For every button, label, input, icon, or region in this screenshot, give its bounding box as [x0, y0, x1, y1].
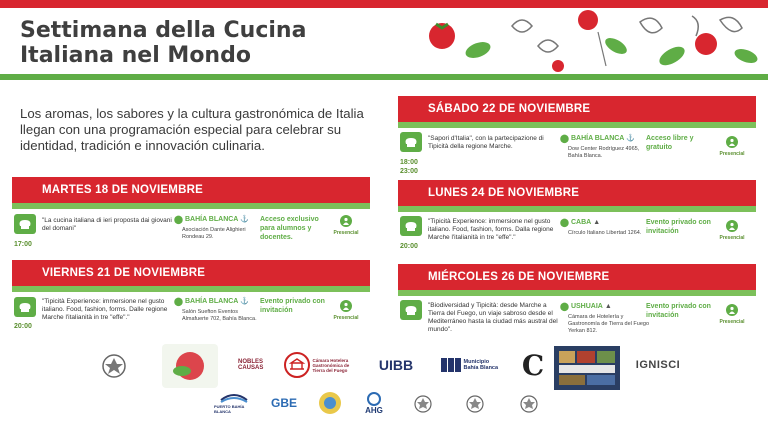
mode-label: Presencial [719, 319, 745, 325]
city-label: CABA [570, 219, 592, 226]
nobles-causas-text: NOBLES CAUSAS [238, 359, 264, 371]
location-address: Asociación Dante Alighieri Rondeau 29. [182, 227, 246, 240]
chef-hat-icon [400, 132, 422, 152]
event-access: Evento privado con invitación [646, 303, 711, 319]
location-pin-icon: ⬤ [560, 302, 569, 311]
person-icon [340, 215, 352, 227]
event-date: LUNES 24 DE NOVIEMBRE [398, 180, 756, 206]
event-access: Acceso libre y gratuito [646, 135, 694, 151]
nobles-causas-logo [238, 350, 278, 380]
puerto-logo [214, 388, 254, 416]
cc-monogram-logo [518, 348, 548, 382]
camara-hotelera-text: Cámara Hotelera Gastronómica de Tierra del Fuego [312, 357, 350, 373]
event-date: MIÉRCOLES 26 DE NOVIEMBRE [398, 264, 756, 290]
chef-hat-icon [400, 300, 422, 320]
title-line-2: Italiana nel Mondo [20, 43, 251, 68]
camara-hotelera-logo [282, 350, 356, 380]
event-card-lunes [398, 180, 756, 256]
settimana-logo [162, 344, 218, 388]
event-description: "Sapori d'Italia", con la partecipazione di Tipicità della regione Marche. [428, 135, 544, 150]
gbe-text: GBE [270, 396, 297, 410]
event-date: VIERNES 21 DE NOVIEMBRE [12, 260, 370, 286]
event-mode [328, 215, 364, 236]
page-title [20, 18, 400, 68]
obelisk-icon: ▲ [593, 219, 601, 226]
gbe-logo [264, 392, 304, 414]
location-city [560, 302, 650, 311]
header-green-line [0, 74, 768, 80]
event-bar [398, 122, 756, 128]
event-bar [398, 290, 756, 296]
location-pin-icon: ⬤ [560, 218, 569, 227]
title-line-1: Settimana della Cucina [20, 18, 307, 43]
event-location [560, 302, 650, 335]
event-description: "La cucina italiana di ieri proposta dai giovani del domani" [42, 217, 172, 232]
city-label: BAHÍA BLANCA [570, 135, 625, 142]
event-time: 20:00 [14, 323, 32, 330]
location-city [560, 134, 650, 143]
pasta-icon [512, 20, 532, 32]
event-card-sabado [398, 96, 756, 174]
municipio-text: Municipio Bahía Blanca [463, 359, 499, 371]
uibb-logo [370, 354, 422, 376]
location-address: Dow Center Rodríguez 4965, Bahía Blanca. [568, 146, 640, 159]
event-card-viernes [12, 260, 370, 336]
event-mode [328, 300, 364, 321]
location-city [174, 297, 264, 306]
event-time: 18:00 23:00 [400, 159, 418, 175]
person-icon [340, 300, 352, 312]
city-label: BAHÍA BLANCA [184, 216, 239, 223]
mode-label: Presencial [719, 235, 745, 241]
event-bar [12, 203, 370, 209]
event-time: 17:00 [14, 241, 32, 248]
person-icon [726, 136, 738, 148]
event-access: Evento privado con invitación [646, 219, 711, 235]
location-pin-icon: ⬤ [560, 134, 569, 143]
ignisci-logo [630, 354, 686, 376]
lighthouse-icon: ⚓ [240, 216, 250, 223]
chef-hat-icon [400, 216, 422, 236]
event-description: "Biodiversidad y Tipicità: desde Marche a Tierra del Fuego, un viaje sabroso desde el Mediterráneo hasta la ciudad más austral del mundo". [428, 302, 558, 333]
location-address: Cámara de Hotelería y Gastronomía de Tierra del Fuego Yerkan 812. [568, 314, 650, 334]
event-card-martes [12, 177, 370, 253]
uibb-text: UIBB [378, 357, 414, 373]
location-city [560, 218, 650, 227]
collage-logo [554, 346, 620, 390]
mode-label: Presencial [333, 315, 359, 321]
location-address: Círculo Italiano Libertad 1264. [568, 230, 642, 236]
intro-text: Los aromas, los sabores y la cultura gastronómica de Italia llegan con una programación especial para celebrar su identidad, tradición e innovación culinaria. [20, 106, 364, 153]
ignisci-text: IGNISCI [635, 359, 681, 371]
cp-logo [316, 390, 344, 416]
chef-hat-icon [14, 214, 36, 234]
person-icon [726, 220, 738, 232]
ahg-logo [358, 388, 390, 418]
lighthouse-icon: ⚓ [626, 135, 636, 142]
mountain-icon: ▲ [604, 303, 612, 310]
mode-label: Presencial [333, 230, 359, 236]
lighthouse-icon: ⚓ [240, 298, 250, 305]
embassy-emblem-2 [460, 390, 490, 418]
event-location [560, 218, 650, 237]
municipio-logo [436, 354, 506, 376]
location-pin-icon: ⬤ [174, 297, 183, 306]
italian-emblem-logo [94, 346, 134, 386]
tomato-icon-2 [695, 33, 717, 55]
basil-leaf-icon [463, 39, 492, 61]
event-mode [714, 304, 750, 325]
cc-monogram-text: C [521, 348, 545, 382]
person-icon [726, 304, 738, 316]
event-location [174, 215, 264, 241]
location-pin-icon: ⬤ [174, 215, 183, 224]
event-date: SÁBADO 22 DE NOVIEMBRE [398, 96, 756, 122]
event-location [174, 297, 264, 323]
embassy-emblem-3 [514, 390, 544, 418]
event-bar [398, 206, 756, 212]
city-label: BAHÍA BLANCA [184, 298, 239, 305]
chef-hat-icon [14, 297, 36, 317]
event-access: Acceso exclusivo para alumnos y docentes. [260, 216, 319, 241]
event-date: MARTES 18 DE NOVIEMBRE [12, 177, 370, 203]
food-illustration [420, 6, 768, 76]
event-location [560, 134, 650, 160]
puerto-text: PUERTO BAHÍA BLANCA [214, 404, 245, 414]
event-card-miercoles [398, 264, 756, 340]
event-description: "Tipicità Experience: immersione nel gusto italiano. Food, fashion, forms. Dalla regione Marche l'italianità in tre "effe"." [428, 218, 554, 241]
sponsor-logos [90, 344, 690, 430]
event-mode [714, 136, 750, 157]
location-city [174, 215, 264, 224]
event-description: "Tipicità Experience: immersione nel gusto italiano. Food, fashion, forms. Dalle regione Marche l'italianità in tre "effe"." [42, 298, 168, 321]
city-label: USHUAIA [570, 303, 603, 310]
event-access: Evento privado con invitación [260, 298, 325, 314]
embassy-emblem-1 [408, 390, 438, 418]
event-bar [12, 286, 370, 292]
event-mode [714, 220, 750, 241]
event-time: 20:00 [400, 243, 418, 250]
ahg-text: AHG [365, 405, 383, 415]
mode-label: Presencial [719, 151, 745, 157]
location-address: Salón Suefton Eventos Almafuerte 702, Bahía Blanca. [182, 309, 257, 322]
